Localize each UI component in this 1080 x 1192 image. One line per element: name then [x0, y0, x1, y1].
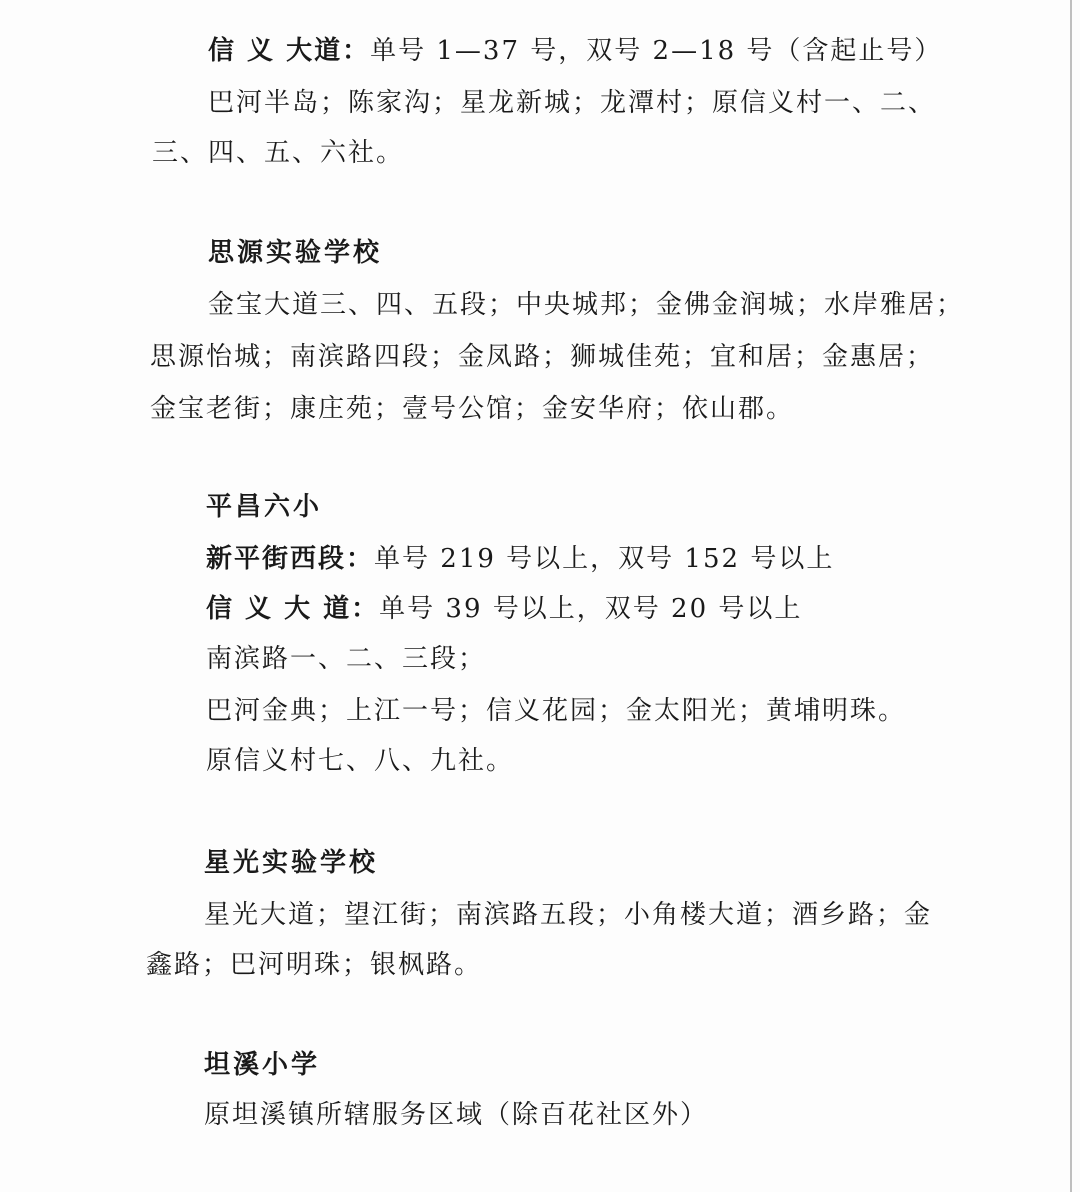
- siyuan-school-title: 思源实验学校: [208, 238, 383, 268]
- pingchang-line-4: 巴河金典；上江一号；信义花园；金太阳光；黄埔明珠。: [206, 696, 907, 726]
- siyuan-line-3: 金宝老街；康庄苑；壹号公馆；金安华府；依山郡。: [150, 394, 795, 424]
- tanxi-line-1: 原坦溪镇所辖服务区域（除百花社区外）: [204, 1100, 709, 1130]
- pingchang-road1-label: 新平街西段：: [206, 544, 375, 574]
- xinyi-road-line: [208, 34, 942, 68]
- siyuan-line-2: 思源怡城；南滨路四段；金凤路；狮城佳苑；宜和居；金惠居；: [150, 342, 935, 372]
- xingguang-line-1: 星光大道；望江街；南滨路五段；小角楼大道；酒乡路；金: [204, 900, 933, 930]
- pingchang-road1-line: [206, 542, 834, 576]
- pingchang-road2-label: 信 义 大 道：: [206, 594, 380, 624]
- pingchang-road2-line: [206, 592, 802, 626]
- pingchang-road2-detail: 单号 39 号以上，双号 20 号以上: [379, 594, 803, 624]
- xingguang-school-title: 星光实验学校: [204, 848, 379, 878]
- pingchang-road1-detail: 单号 219 号以上，双号 152 号以上: [374, 544, 835, 574]
- scan-edge-line: [1070, 0, 1072, 1192]
- tanxi-school-title: 坦溪小学: [204, 1050, 321, 1080]
- pingchang-line-5: 原信义村七、八、九社。: [206, 746, 515, 776]
- pingchang-line-3: 南滨路一、二、三段；: [206, 644, 487, 674]
- xinyi-road-detail: 单号 1—37 号，双号 2—18 号（含起止号）: [370, 36, 943, 66]
- xingguang-line-2: 鑫路；巴河明珠；银枫路。: [146, 950, 483, 980]
- xinyi-line-2: 巴河半岛；陈家沟；星龙新城；龙潭村；原信义村一、二、: [208, 88, 937, 118]
- pingchang-school-title: 平昌六小: [206, 492, 323, 522]
- xinyi-road-label: 信 义 大道：: [208, 36, 371, 66]
- siyuan-line-1: 金宝大道三、四、五段；中央城邦；金佛金润城；水岸雅居；: [208, 290, 965, 320]
- xinyi-line-3: 三、四、五、六社。: [152, 138, 405, 168]
